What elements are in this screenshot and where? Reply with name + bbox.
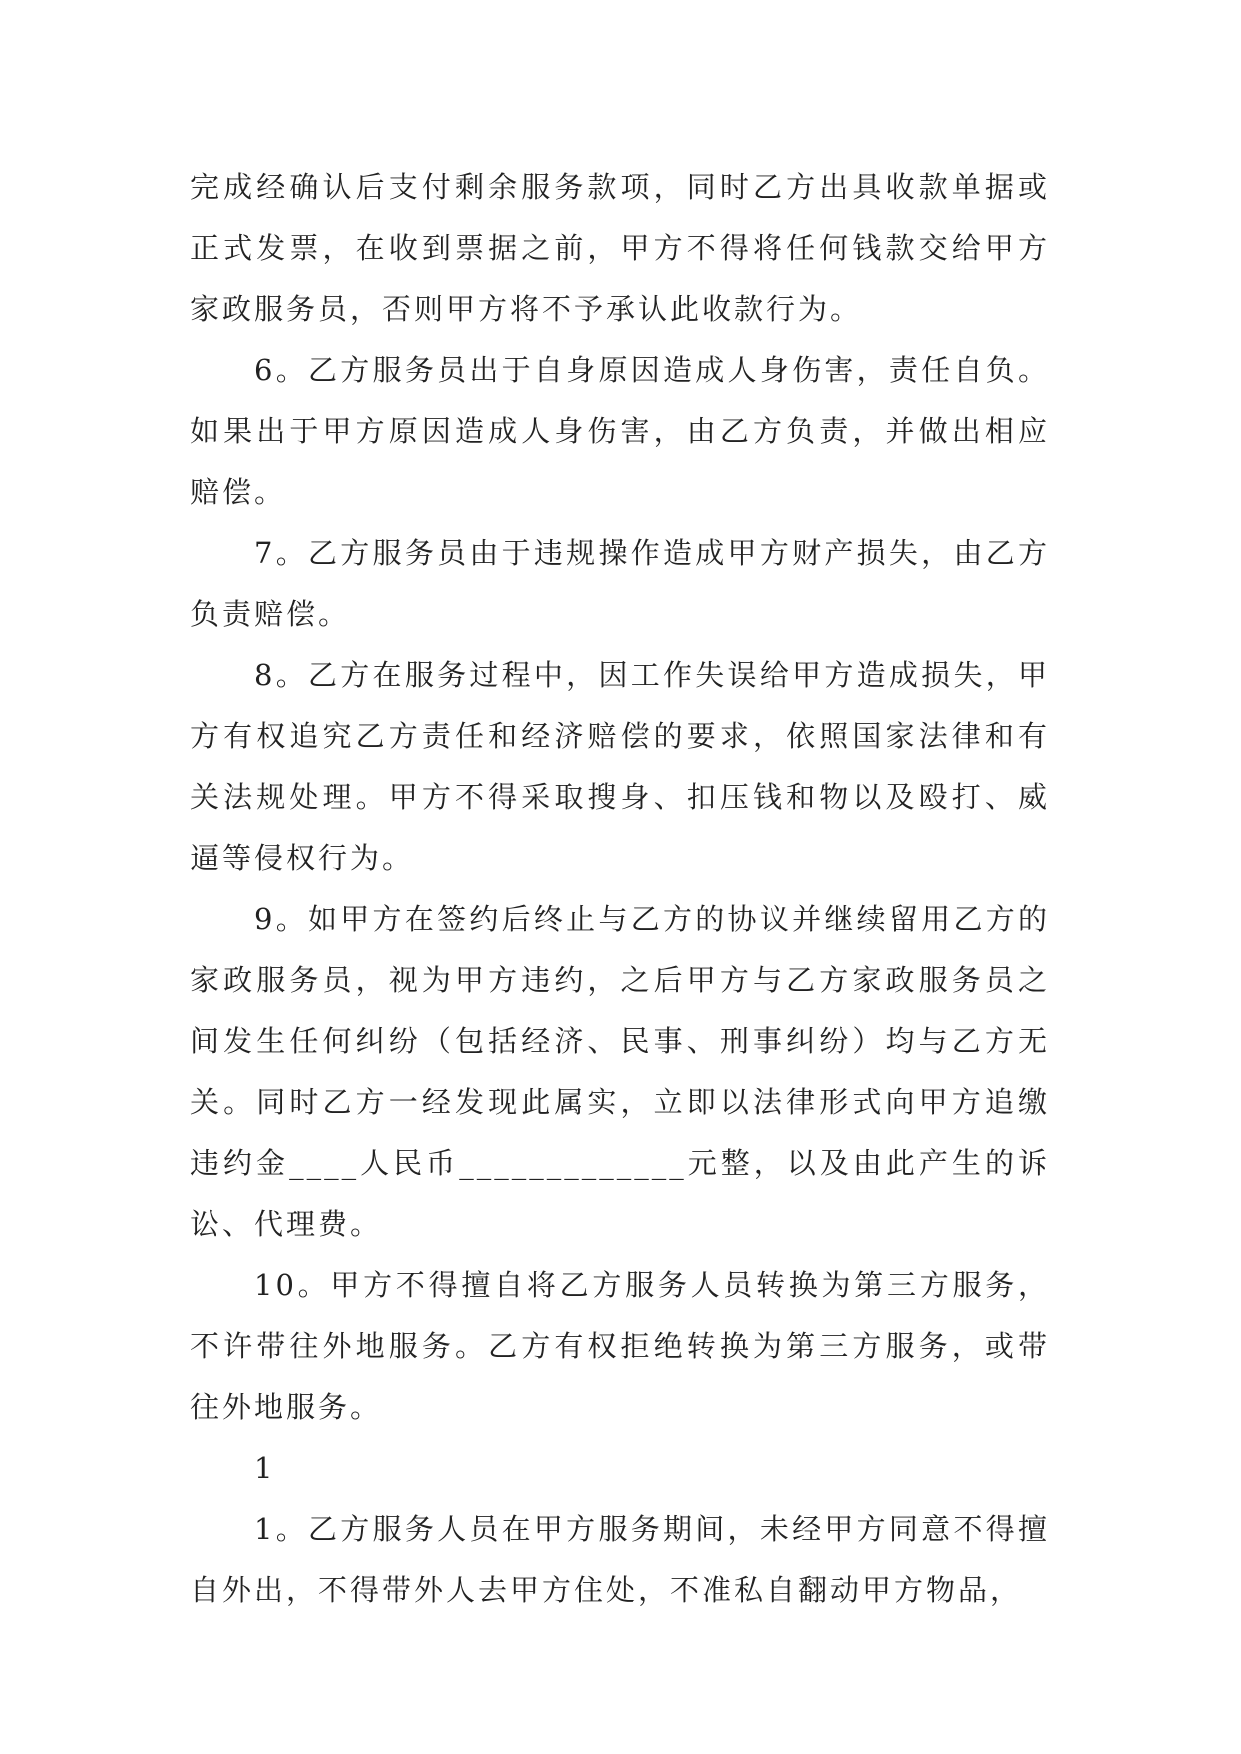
paragraph-clause-1: 1。乙方服务人员在甲方服务期间，未经甲方同意不得擅自外出，不得带外人去甲方住处，不准私自翻动甲方物品，	[190, 1512, 1050, 1607]
paragraph-clause-7: 7。乙方服务员由于违规操作造成甲方财产损失，由乙方负责赔偿。	[190, 536, 1050, 631]
document-body	[190, 157, 1050, 1621]
paragraph-fragment-number: 1	[254, 1451, 276, 1485]
paragraph-payment-terms: 完成经确认后支付剩余服务款项，同时乙方出具收款单据或正式发票，在收到票据之前，甲方不得将任何钱款交给甲方家政服务员，否则甲方将不予承认此收款行为。	[190, 170, 1050, 326]
paragraph-clause-10: 10。甲方不得擅自将乙方服务人员转换为第三方服务，不许带往外地服务。乙方有权拒绝转换为第三方服务，或带往外地服务。	[190, 1268, 1050, 1424]
paragraph-clause-9: 9。如甲方在签约后终止与乙方的协议并继续留用乙方的家政服务员，视为甲方违约，之后甲方与乙方家政服务员之间发生任何纠纷（包括经济、民事、刑事纠纷）均与乙方无关。同时乙方一经发现此属实，立即以法律形式向甲方追缴违约金____人民币_____________元整，以及由此产生的诉讼、代理费。	[190, 902, 1050, 1241]
paragraph-clause-8: 8。乙方在服务过程中，因工作失误给甲方造成损失，甲方有权追究乙方责任和经济赔偿的要求，依照国家法律和有关法规处理。甲方不得采取搜身、扣压钱和物以及殴打、威逼等侵权行为。	[190, 658, 1050, 875]
paragraph-clause-6: 6。乙方服务员出于自身原因造成人身伤害，责任自负。如果出于甲方原因造成人身伤害，由乙方负责，并做出相应赔偿。	[190, 353, 1050, 509]
